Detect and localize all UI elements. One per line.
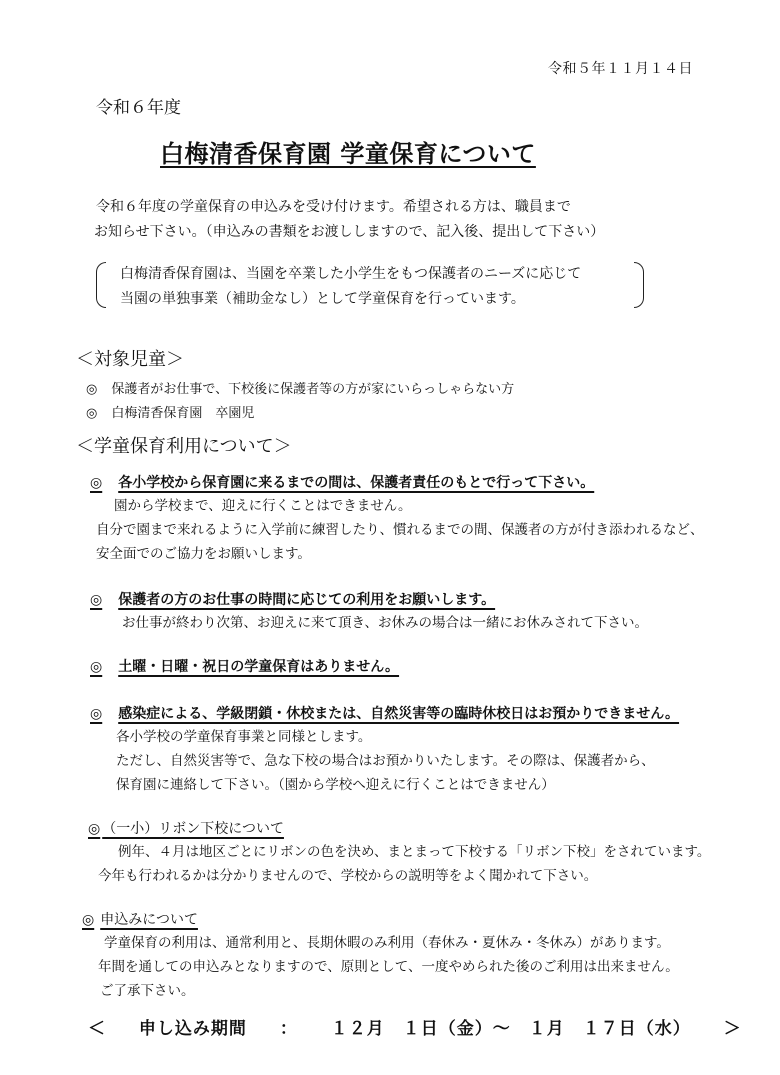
- body-line: 各小学校の学童保育事業と同様とします。: [116, 729, 372, 745]
- body-line: 保育園に連絡して下さい。（園から学校へ迎えに行くことはできません）: [116, 777, 555, 793]
- double-circle-icon: ◎: [86, 382, 98, 397]
- intro-line: お知らせ下さい。（申込みの書類をお渡ししますので、記入後、提出して下さい）: [94, 224, 605, 240]
- double-circle-icon: ◎: [82, 912, 95, 928]
- usage-item-title: ◎ 保護者の方のお仕事の時間に応じての利用をお願いします。: [90, 592, 496, 608]
- notice-text: [120, 262, 581, 312]
- right-bracket: [634, 262, 644, 308]
- body-line: 今年も行われるかは分かりませんので、学校からの説明等をよく聞かれて下さい。: [98, 868, 598, 884]
- body-line: 学童保育の利用は、通常利用と、長期休暇のみ利用（春休み・夏休み・冬休み）があります。: [104, 935, 670, 951]
- period-range: １２月 １日（金）～ １月 １７日（水）: [330, 1019, 691, 1039]
- usage-item-body: [116, 725, 655, 797]
- usage-item-body: [122, 611, 648, 635]
- application-period: [88, 1014, 742, 1039]
- section-heading-target: ＜対象児童＞: [76, 349, 184, 370]
- left-bracket: [96, 262, 106, 308]
- double-circle-icon: ◎: [90, 659, 103, 675]
- intro-paragraph: [96, 195, 604, 245]
- usage-item-title: ◎ 申込みについて: [82, 912, 198, 928]
- list-item: ◎ 白梅清香保育園 卒園児: [86, 406, 255, 421]
- document-date: 令和５年１１月１４日: [548, 61, 693, 77]
- double-circle-icon: ◎: [88, 821, 101, 837]
- double-circle-icon: ◎: [90, 706, 103, 722]
- open-angle-bracket: ＜: [88, 1019, 106, 1039]
- body-line: 例年、４月は地区ごとにリボンの色を決め、まとまって下校する「リボン下校」をされています。: [118, 844, 711, 860]
- body-line: お仕事が終わり次第、お迎えに来て頂き、お休みの場合は一緒にお休みされて下さい。: [122, 615, 648, 631]
- usage-item-body: [96, 494, 704, 566]
- body-line: ただし、自然災害等で、急な下校の場合はお預かりいたします。その際は、保護者から、: [116, 753, 655, 769]
- usage-item-title: ◎ 土曜・日曜・祝日の学童保育はありません。: [90, 659, 400, 675]
- body-line: 安全面でのご協力をお願いします。: [96, 546, 311, 562]
- list-item: ◎ 保護者がお仕事で、下校後に保護者等の方が家にいらっしゃらない方: [86, 382, 515, 397]
- body-line: ご了承下さい。: [100, 983, 195, 999]
- period-colon: ：: [279, 1019, 298, 1039]
- usage-item-title: ◎ （一小）リボン下校について: [88, 821, 284, 837]
- notice-box: [96, 262, 644, 312]
- notice-line: 白梅清香保育園は、当園を卒業した小学生をもつ保護者のニーズに応じて: [120, 266, 582, 282]
- period-label: 申し込み期間: [138, 1019, 247, 1039]
- double-circle-icon: ◎: [90, 592, 103, 608]
- double-circle-icon: ◎: [90, 475, 103, 491]
- body-line: 自分で園まで来れるように入学前に練習したり、慣れるまでの間、保護者の方が付き添われるなど、: [96, 522, 704, 538]
- notice-line: 当園の単独事業（補助金なし）として学童保育を行っています。: [120, 291, 525, 307]
- intro-line: 令和６年度の学童保育の申込みを受け付けます。希望される方は、職員まで: [96, 199, 571, 215]
- target-list: [86, 378, 514, 426]
- body-line: 年間を通しての申込みとなりますので、原則として、一度やめられた後のご利用は出来ません。: [98, 959, 679, 975]
- usage-item-body: [98, 840, 710, 888]
- usage-item-title: ◎ 各小学校から保育園に来るまでの間は、保護者責任のもとで行って下さい。: [90, 475, 595, 491]
- usage-item-title: ◎ 感染症による、学級閉鎖・休校または、自然災害等の臨時休校日はお預かりできません。: [90, 706, 680, 722]
- body-line: 園から学校まで、迎えに行くことはできません。: [114, 498, 412, 514]
- close-angle-bracket: ＞: [723, 1019, 742, 1039]
- page-title: 白梅清香保育園 学童保育について: [160, 139, 536, 168]
- double-circle-icon: ◎: [86, 406, 98, 421]
- fiscal-year: 令和６年度: [96, 98, 181, 118]
- section-heading-usage: ＜学童保育利用について＞: [76, 436, 292, 457]
- usage-item-body: [98, 931, 679, 1003]
